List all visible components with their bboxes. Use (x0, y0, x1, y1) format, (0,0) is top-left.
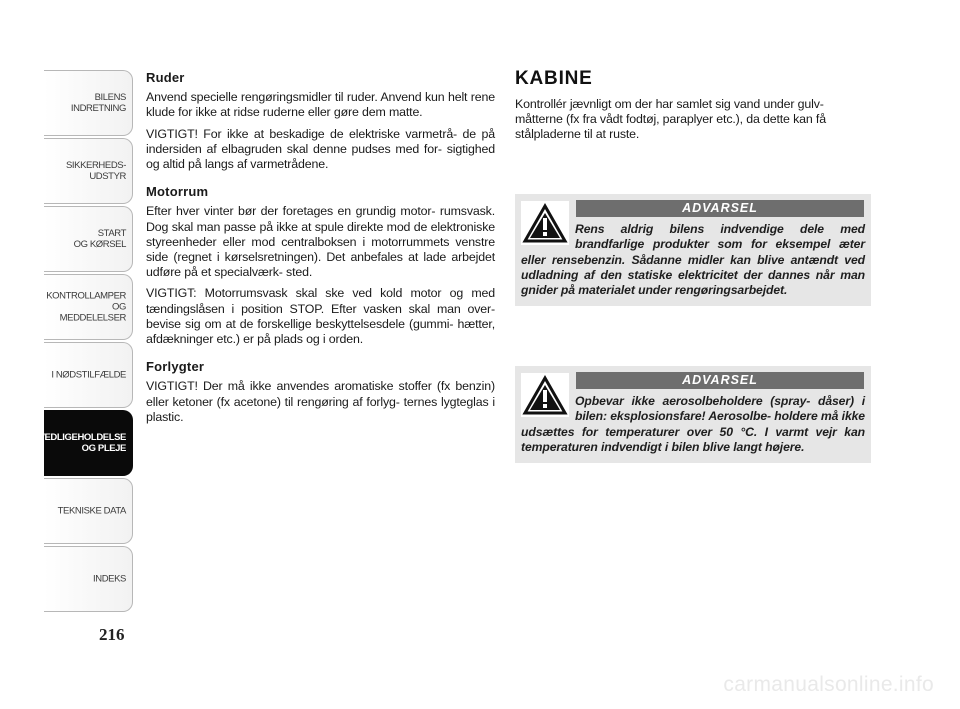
warning-text: Rens aldrig bilens indvendige dele med brandfarlige produkter som for eksempel æter eller rensebenzin. Sådanne midler kan blive antændt ved udladning af den statiske elektricitet der dannes når man gnider på materialet under rengøringsarbejdet. (521, 222, 865, 298)
tab-indeks[interactable] (44, 546, 133, 612)
right-column (515, 68, 871, 454)
page-number: 216 (99, 625, 125, 644)
left-column (146, 70, 495, 431)
warning-header: ADVARSEL (576, 200, 864, 217)
warning-box-1 (515, 194, 871, 306)
warning-box-2 (515, 366, 871, 463)
tab-start-og-korsel[interactable] (44, 206, 133, 272)
tab-label: KONTROLLAMPER OG MEDDELELSER (46, 290, 126, 324)
ruder-paragraph-2: VIGTIGT! For ikke at beskadige de elektriske varmetrå- de på indersiden af elbagruden skal denne pudses med for- sigtighed og altid på langs af varmetrådene. (146, 126, 495, 172)
motorrum-paragraph-1: Efter hver vinter bør der foretages en grundig motor- rumsvask. Dog skal man passe på ikke at spule direkte mod de elektroniske styreenheder eller mod centralboksen i motorrummets venstre side (regnet i kørselsretningen). Det anbefales at lade arbejdet udføre på et specialværk- sted. (146, 204, 495, 280)
chapter-tabs (38, 70, 133, 614)
tab-label: INDEKS (93, 573, 126, 585)
warning-triangle-icon (521, 201, 569, 245)
tab-label: BILENS INDRETNING (70, 92, 126, 114)
tab-sikkerhedsudstyr[interactable] (44, 138, 133, 204)
forlygter-paragraph-1: VIGTIGT! Der må ikke anvendes aromatiske stoffer (fx benzin) eller ketoner (fx acetone) til rengøring af forlyg- ternes lygteglas i plastic. (146, 379, 495, 424)
motorrum-paragraph-2: VIGTIGT: Motorrumsvask skal ske ved kold motor og med tændingslåsen i position STOP. Efter vasken skal man over- bevise sig om at de forskellige beskyttelsesdele (gummi- hætter, afdækninger etc.) er på plads og i orden. (146, 286, 495, 347)
watermark: carmanualsonline.info (723, 673, 934, 696)
warning-header: ADVARSEL (576, 372, 864, 389)
tab-label: START OG KØRSEL (73, 228, 126, 250)
tab-vedligeholdelse-active[interactable] (38, 410, 133, 476)
tab-label: VEDLIGEHOLDELSE OG PLEJE (38, 432, 126, 454)
tab-label: SIKKERHEDS- UDSTYR (65, 160, 126, 182)
forlygter-heading: Forlygter (146, 359, 205, 375)
tab-label: TEKNISKE DATA (57, 505, 126, 517)
tab-kontrollamper[interactable] (44, 274, 133, 340)
tab-tekniske-data[interactable] (44, 478, 133, 544)
ruder-paragraph-1: Anvend specielle rengøringsmidler til ruder. Anvend kun helt rene klude for ikke at ridse ruderne eller gøre dem matte. (146, 90, 495, 120)
warning-triangle-icon (521, 373, 569, 417)
ruder-heading: Ruder (146, 70, 185, 85)
section-title: KABINE (515, 68, 593, 89)
motorrum-heading: Motorrum (146, 184, 209, 200)
tab-i-nodstilfaelde[interactable] (44, 342, 133, 408)
kabine-intro: Kontrollér jævnligt om der har samlet sig vand under gulv- måtterne (fx fra vådt fodtøj, paraplyer etc.), da dette kan få stålpladerne til at ruste. (515, 97, 826, 142)
tab-label: I NØDSTILFÆLDE (51, 369, 126, 381)
warning-text: Opbevar ikke aerosolbeholdere (spray- dåser) i bilen: eksplosionsfare! Aerosolbe- holdere må ikke udsættes for temperaturer over 50 °C. I varmt vejr kan temperaturen indvendigt i bilen blive langt højere. (521, 394, 865, 454)
tab-bilens-indretning[interactable] (44, 70, 133, 136)
